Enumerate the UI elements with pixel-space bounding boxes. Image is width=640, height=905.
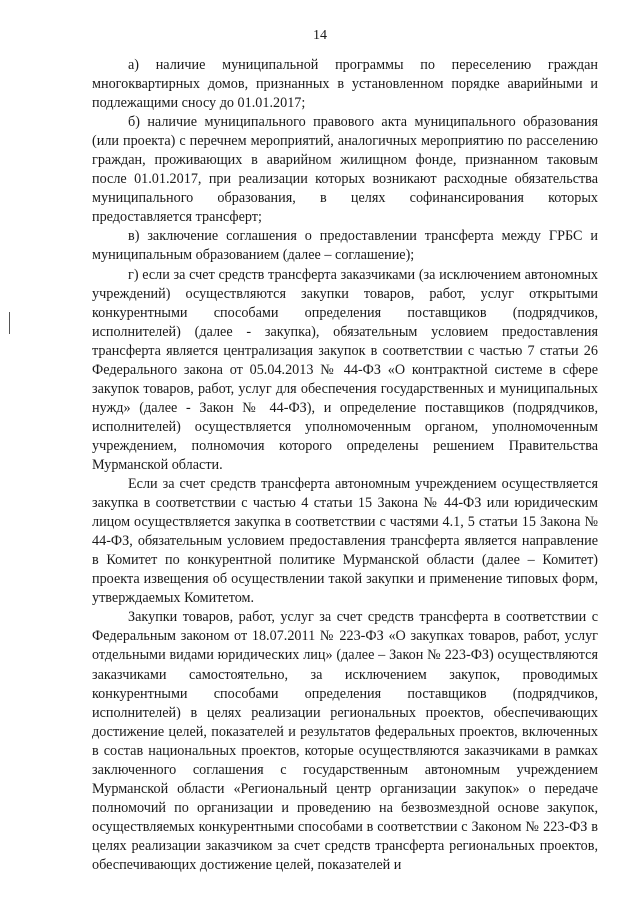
paragraph-autonomous-institution: Если за счет средств трансферта автономным учреждением осуществляется закупка в соответствии с частью 4 статьи 15 Закона № 44-ФЗ или юридическим лицом осуществляется закупка в соответствии с частями 4.1, 5 статьи 15 Закона № 44-ФЗ, обязательным условием предоставления трансферта является направление в Комитет по конкурентной политике Мурманской области (далее – Комитет) проекта извещения об осуществлении такой закупки и применение типовых форм, утверждаемых Комитетом. (92, 476, 598, 607)
paragraph-d-procurement: г) если за счет средств трансферта заказчиками (за исключением автономных учреждений) осуществляются закупки товаров, работ, услуг открытыми конкурентными способами определения поставщиков (подрядчиков, исполнителей) (далее - закупка), обязательным условием предоставления трансферта является централизация закупок в соответствии с частью 7 статьи 26 Федерального закона от 05.04.2013 № 44-ФЗ «О контрактной системе в сфере закупок товаров, работ, услуг для обеспечения государственных и муниципальных нужд» (далее - Закон № 44-ФЗ), и определение поставщиков (подрядчиков, исполнителей) осуществляется уполномоченным органом, уполномоченным учреждением, полномочия которого определены решением Правительства Мурманской области. (92, 266, 598, 473)
paragraph-c-agreement: в) заключение соглашения о предоставлении трансферта между ГРБС и муниципальным образованием (далее – соглашение); (92, 228, 598, 264)
scan-artifact-mark (9, 312, 10, 334)
paragraph-223-fz-procurement: Закупки товаров, работ, услуг за счет средств трансферта в соответствии с Федеральным законом от 18.07.2011 № 223-ФЗ «О закупках товаров, работ, услуг отдельными видами юридических лиц» (далее – Закон № 223-ФЗ) осуществляются заказчиками самостоятельно, за исключением закупок, проводимых конкурентными способами определения поставщиков (подрядчиков, исполнителей) в целях реализации региональных проектов, обеспечивающих достижение целей, показателей и результатов федеральных проектов, включенных в состав национальных проектов, которые осуществляются заказчиками в рамках заключенного соглашения с государственным автономным учреждением Мурманской области «Региональный центр организации закупок» о передаче полномочий по организации и проведению на безвозмездной основе закупок, осуществляемых конкурентными способами в соответствии с Законом № 223-ФЗ в целях реализации заказчиком за счет средств трансферта региональных проектов, обеспечивающих достижение целей, показателей и (92, 609, 598, 873)
page-number: 14 (313, 28, 327, 43)
paragraph-b-legal-act: б) наличие муниципального правового акта муниципального образования (или проекта) с перечнем мероприятий, аналогичных мероприятию по расселению граждан, проживающих в аварийном жилищном фонде, признанном таковым после 01.01.2017, при реализации которых возникают расходные обязательства муниципального образования, в целях софинансирования которых предоставляется трансферт; (92, 114, 598, 226)
paragraph-a-municipal-program: а) наличие муниципальной программы по переселению граждан многоквартирных домов, признанных в установленном порядке аварийными и подлежащими сносу до 01.01.2017; (92, 57, 598, 112)
document-body (92, 56, 598, 875)
